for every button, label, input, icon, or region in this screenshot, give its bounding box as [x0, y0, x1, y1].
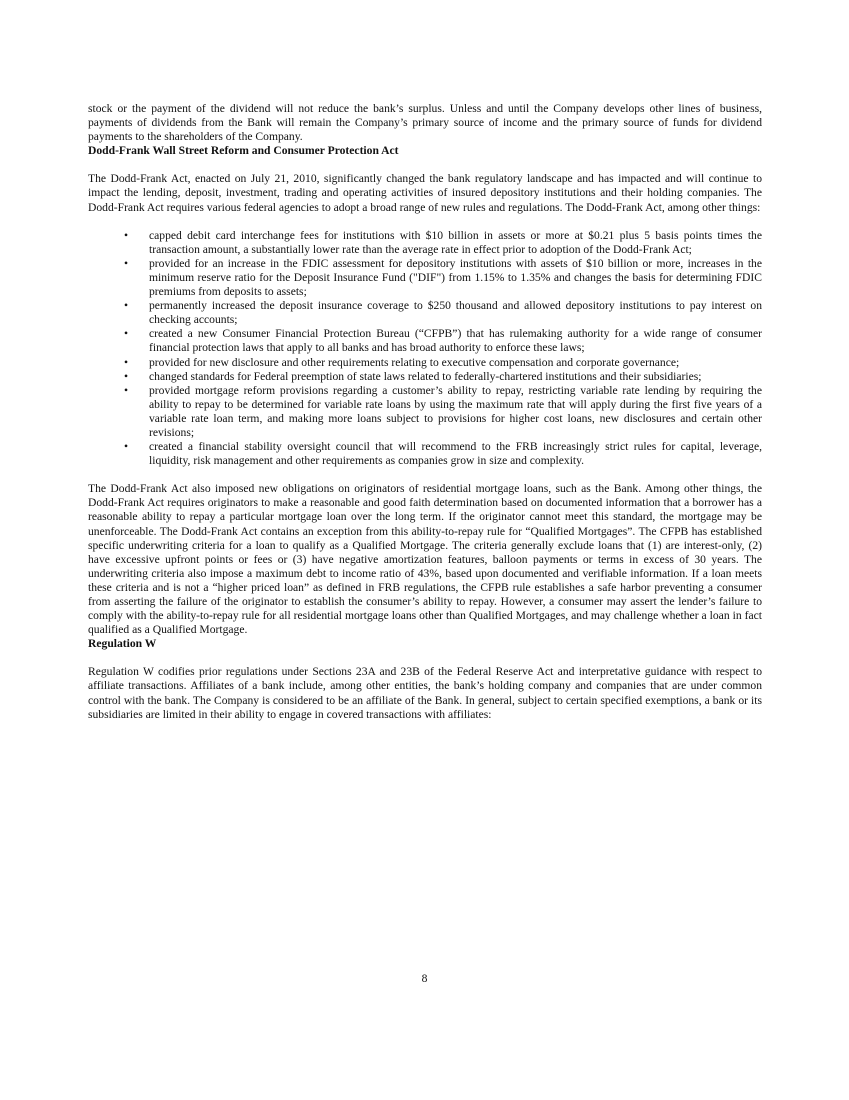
list-item-text: changed standards for Federal preemption of state laws related to federally-chartered institutions and their subsidiaries; [149, 369, 702, 383]
page-number: 8 [421, 972, 428, 985]
list-item [88, 356, 762, 370]
bullet-icon: • [124, 383, 129, 397]
list-item [88, 229, 762, 257]
bullet-icon: • [124, 327, 129, 341]
list-item [88, 440, 762, 468]
document-page [88, 102, 762, 722]
regulation-w-heading: Regulation W [88, 637, 157, 651]
bullet-icon: • [124, 369, 129, 383]
regulation-w-paragraph-1: Regulation W codifies prior regulations under Sections 23A and 23B of the Federal Reserve Act and interpretative guidance with respect to affiliate transactions. Affiliates of a bank include, among other entities, the bank’s holding company and companies that are under common control with the bank. The Company is considered to be an affiliate of the Bank. In general, subject to certain specified exemptions, a bank or its subsidiaries are limited in their ability to engage in covered transactions with affiliates: [88, 665, 762, 721]
list-item-text: created a financial stability oversight council that will recommend to the FRB increasingly strict rules for capital, leverage, liquidity, risk management and other requirements as companies grow in size and complexity. [149, 440, 762, 468]
list-item [88, 327, 762, 355]
dodd-frank-paragraph-1: The Dodd-Frank Act, enacted on July 21, 2010, significantly changed the bank regulatory landscape and has impacted and will continue to impact the lending, deposit, investment, trading and operating activities of insured depository institutions and their holding companies. The Dodd-Frank Act requires various federal agencies to adopt a broad range of new rules and regulations. The Dodd-Frank Act, among other things: [88, 172, 762, 214]
bullet-icon: • [124, 440, 129, 454]
dodd-frank-bullet-list [88, 229, 762, 469]
bullet-icon: • [124, 299, 129, 313]
list-item [88, 299, 762, 327]
bullet-icon: • [124, 228, 129, 242]
bullet-icon: • [124, 355, 129, 369]
dodd-frank-heading: Dodd-Frank Wall Street Reform and Consumer Protection Act [88, 144, 399, 158]
list-item [88, 370, 762, 384]
list-item-text: capped debit card interchange fees for institutions with $10 billion in assets or more at $0.21 plus 5 basis points times the transaction amount, a substantially lower rate than the average rate in effect prior to adoption of the Dodd-Frank Act; [149, 228, 762, 256]
list-item-text: permanently increased the deposit insurance coverage to $250 thousand and allowed depository institutions to pay interest on checking accounts; [149, 299, 762, 327]
list-item-text: provided mortgage reform provisions regarding a customer’s ability to repay, restricting variable rate lending by requiring the ability to repay to be determined for variable rate loans by using the maximum rate that will apply during the first five years of a variable rate loan term, and making more loans subject to provisions for higher cost loans, new disclosures and certain other revisions; [149, 383, 762, 439]
dodd-frank-paragraph-2: The Dodd-Frank Act also imposed new obligations on originators of residential mortgage loans, such as the Bank. Among other things, the Dodd-Frank Act requires originators to make a reasonable and good faith determination based on documented information that a borrower has a reasonable ability to repay a particular mortgage loan over the long term. If the originator cannot meet this standard, the mortgage may be unenforceable. The Dodd-Frank Act contains an exception from this ability-to-repay rule for “Qualified Mortgages”. The CFPB has established specific underwriting criteria for a loan to qualify as a Qualified Mortgage. The criteria generally exclude loans that (1) are interest-only, (2) have excessive upfront points or fees or (3) have negative amortization features, balloon payments or terms in excess of 30 years. The underwriting criteria also impose a maximum debt to income ratio of 43%, based upon documented and verifiable information. If a loan meets these criteria and is not a “higher priced loan” as defined in FRB regulations, the CFPB rule establishes a safe harbor preventing a consumer from asserting the failure of the originator to establish the consumer’s ability to repay. However, a consumer may assert the lender’s failure to comply with the ability-to-repay rule for all residential mortgage loans other than Qualified Mortgages, and may challenge whether a loan in fact qualified as a Qualified Mortgage. [88, 482, 762, 637]
list-item-text: created a new Consumer Financial Protection Bureau (“CFPB”) that has rulemaking authority for a wide range of consumer financial protection laws that apply to all banks and has broad authority to enforce these laws; [149, 327, 762, 355]
bullet-icon: • [124, 256, 129, 270]
intro-paragraph: stock or the payment of the dividend will not reduce the bank’s surplus. Unless and until the Company develops other lines of business, payments of dividends from the Bank will remain the Company’s primary source of income and the primary source of funds for dividend payments to the shareholders of the Company. [88, 102, 762, 144]
list-item [88, 384, 762, 440]
list-item-text: provided for an increase in the FDIC assessment for depository institutions with assets of $10 billion or more, increases in the minimum reserve ratio for the Deposit Insurance Fund ("DIF") from 1.15% to 1.35% and changes the basis for determining FDIC premiums from deposits to assets; [149, 256, 762, 299]
list-item [88, 257, 762, 299]
list-item-text: provided for new disclosure and other requirements relating to executive compensation and corporate governance; [149, 355, 680, 369]
